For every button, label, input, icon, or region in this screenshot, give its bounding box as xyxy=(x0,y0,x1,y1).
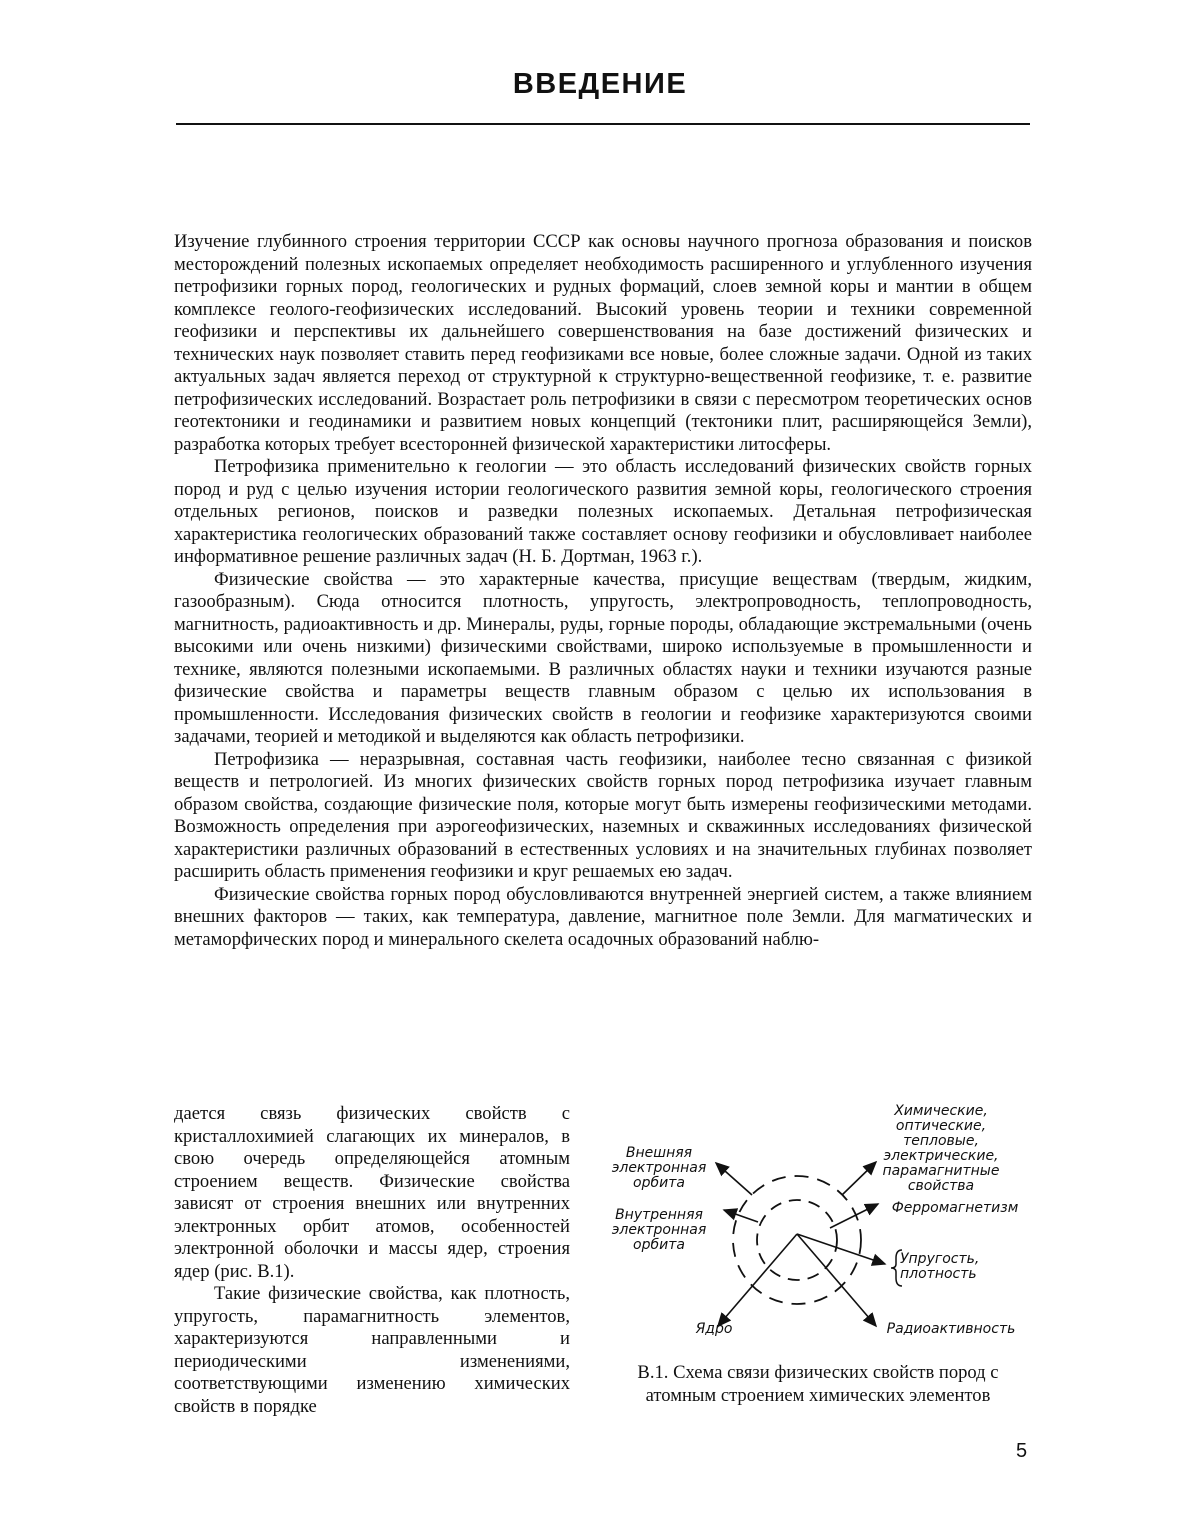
paragraph-2: Петрофизика применительно к геологии — это область исследований физических свойств горных пород и руд с целью изучения истории геологического развития земной коры, геологического строения отдельных регионов, поисков и разведки полезных ископаемых. Детальная петрофизическая характеристика геологических образований также составляет основу геофизики и обусловливает наиболее информативное решение различных задач (Н. Б. Дортман, 1963 г.). xyxy=(174,456,1032,569)
page-title: ВВЕДЕНИЕ xyxy=(0,68,1200,101)
inner-orbit-circle xyxy=(757,1200,837,1280)
paragraph-3: Физические свойства — это характерные качества, присущие веществам (твердым, жидким, газообразным). Сюда относится плотность, упругость, электропроводность, теплопроводность, магнитность, радиоактивность и др. Минералы, руды, горные породы, обладающие экстремальными (очень высокими или очень низкими) физическими свойствами, широко используемые в промышленности и технике, являются полезными ископаемыми. В различных областях науки и техники изучаются разные физические свойства и параметры веществ главным образом с целью их использования в промышленности. Исследования физических свойств в геологии и геофизике характеризуются своими задачами, теорией и методикой и выделяются как область петрофизики. xyxy=(174,569,1032,749)
column-paragraph-2: Такие физические свойства, как плотность, упругость, парамагнитность элементов, характеризуются направленными и периодическими изменениями, соответствующими изменению химических свойств в порядке xyxy=(174,1283,570,1418)
figure-caption: В.1. Схема связи физических свойств пород с атомным строением химических элементов xyxy=(604,1362,1032,1407)
column-paragraph-1: дается связь физических свойств с кристаллохимией слагающих их минералов, в свою очередь определяющейся атомным строением веществ. Физические свойства зависят от строения внешних или внутренних электронных орбит атомов, особенностей электронной оболочки и массы ядер, строения ядер (рис. В.1). xyxy=(174,1103,570,1283)
label-radio: Радиоактивность xyxy=(876,1322,1026,1337)
outer-orbit-circle xyxy=(733,1176,861,1304)
paragraph-1: Изучение глубинного строения территории СССР как основы научного прогноза образования и поисков месторождений полезных ископаемых определяет необходимость расширенного и углубленного изучения петрофизики горных пород, геологических и рудных формаций, слоев земной коры и мантии в общем комплексе геолого-геофизических исследований. Высокий уровень теории и техники современной геофизики и перспективы их дальнейшего совершенствования на базе достижений физических и технических наук позволяет ставить перед геофизиками все новые, более сложные задачи. Одной из таких актуальных задач является переход от структурной к структурно-вещественной геофизике, т. е. развитие петрофизических исследований. Возрастает роль петрофизики в связи с пересмотром теоретических основ геотектоники и геодинамики и развитием новых концепций (тектоники плит, расширяющейся Земли), разработка которых требует всесторонней физической характеристики литосферы. xyxy=(174,231,1032,456)
label-inner-orbit: Внутренняя электронная орбита xyxy=(604,1208,714,1253)
arrow-ferro xyxy=(830,1204,878,1228)
arrow-outer-orbit xyxy=(716,1163,752,1195)
title-rule xyxy=(176,123,1030,125)
arrow-nucleus xyxy=(718,1234,797,1326)
figure-atom-diagram xyxy=(600,1100,1030,1350)
label-ferro: Ферромагнетизм xyxy=(882,1201,1028,1216)
paragraph-5: Физические свойства горных пород обусловливаются внутренней энергией систем, а также влиянием внешних факторов — таких, как температура, давление, магнитное поле Земли. Для магматических и метаморфических пород и минерального скелета осадочных образований наблю- xyxy=(174,884,1032,952)
label-outer-orbit: Внешняя электронная орбита xyxy=(604,1146,714,1191)
label-elastic: Упругость, плотность xyxy=(900,1252,1010,1282)
paragraph-4: Петрофизика — неразрывная, составная часть геофизики, наиболее тесно связанная с физикой веществ и петрологией. Из многих физических свойств горных пород петрофизика изучает главным образом свойства, создающие физические поля, которые могут быть измерены геофизическими методами. Возможность определения при аэрогеофизических, наземных и скважинных исследованиях физической характеристики различных образований в естественных условиях и на значительных глубинах позволяет расширить область применения геофизики и круг решаемых ею задач. xyxy=(174,749,1032,884)
arrow-inner-orbit xyxy=(724,1210,758,1222)
page-number: 5 xyxy=(1016,1440,1027,1463)
label-nucleus: Ядро xyxy=(674,1322,754,1337)
main-text xyxy=(174,231,1032,951)
label-chemical: Химические, оптические, тепловые, электрические, парамагнитные свойства xyxy=(852,1104,1030,1194)
left-column xyxy=(174,1103,570,1418)
